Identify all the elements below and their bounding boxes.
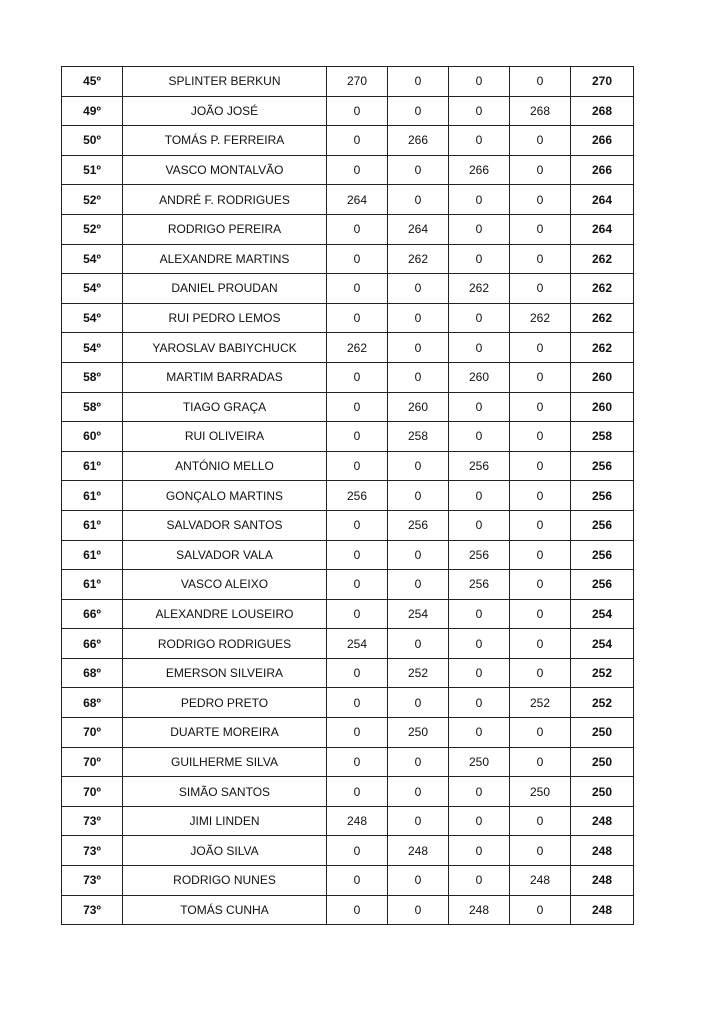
table-row xyxy=(62,362,634,392)
score-cell-4: 0 xyxy=(510,185,571,215)
total-cell: 256 xyxy=(571,451,634,481)
score-cell-1: 0 xyxy=(327,747,388,777)
player-name-cell: ALEXANDRE LOUSEIRO xyxy=(123,599,327,629)
total-cell: 248 xyxy=(571,806,634,836)
table-row xyxy=(62,570,634,600)
score-cell-4: 0 xyxy=(510,362,571,392)
score-cell-3: 250 xyxy=(449,747,510,777)
score-cell-3: 0 xyxy=(449,658,510,688)
score-cell-2: 0 xyxy=(388,185,449,215)
score-cell-1: 0 xyxy=(327,510,388,540)
player-name-cell: RODRIGO RODRIGUES xyxy=(123,629,327,659)
score-cell-2: 0 xyxy=(388,274,449,304)
table-row xyxy=(62,747,634,777)
score-cell-1: 0 xyxy=(327,126,388,156)
player-name-cell: JOÃO SILVA xyxy=(123,836,327,866)
table-row xyxy=(62,718,634,748)
score-cell-4: 0 xyxy=(510,806,571,836)
score-cell-2: 266 xyxy=(388,126,449,156)
player-name-cell: PEDRO PRETO xyxy=(123,688,327,718)
score-cell-2: 0 xyxy=(388,570,449,600)
player-name-cell: RODRIGO PEREIRA xyxy=(123,214,327,244)
player-name-cell: JOÃO JOSÉ xyxy=(123,96,327,126)
score-cell-4: 0 xyxy=(510,718,571,748)
position-cell: 60º xyxy=(62,422,123,452)
score-cell-4: 0 xyxy=(510,451,571,481)
score-cell-2: 248 xyxy=(388,836,449,866)
score-cell-3: 0 xyxy=(449,392,510,422)
score-cell-2: 0 xyxy=(388,67,449,97)
position-cell: 70º xyxy=(62,777,123,807)
score-cell-1: 0 xyxy=(327,866,388,896)
score-cell-4: 0 xyxy=(510,392,571,422)
score-cell-2: 262 xyxy=(388,244,449,274)
position-cell: 68º xyxy=(62,688,123,718)
table-row xyxy=(62,392,634,422)
score-cell-2: 0 xyxy=(388,451,449,481)
score-cell-1: 0 xyxy=(327,658,388,688)
score-cell-1: 0 xyxy=(327,688,388,718)
score-cell-4: 250 xyxy=(510,777,571,807)
score-cell-4: 0 xyxy=(510,747,571,777)
score-cell-3: 0 xyxy=(449,244,510,274)
table-row xyxy=(62,895,634,925)
score-cell-1: 0 xyxy=(327,836,388,866)
position-cell: 54º xyxy=(62,333,123,363)
score-cell-2: 252 xyxy=(388,658,449,688)
score-cell-2: 0 xyxy=(388,540,449,570)
position-cell: 45º xyxy=(62,67,123,97)
total-cell: 250 xyxy=(571,747,634,777)
score-cell-4: 262 xyxy=(510,303,571,333)
score-cell-4: 268 xyxy=(510,96,571,126)
total-cell: 270 xyxy=(571,67,634,97)
score-cell-2: 0 xyxy=(388,806,449,836)
position-cell: 66º xyxy=(62,599,123,629)
total-cell: 266 xyxy=(571,126,634,156)
player-name-cell: ALEXANDRE MARTINS xyxy=(123,244,327,274)
score-cell-4: 0 xyxy=(510,67,571,97)
position-cell: 49º xyxy=(62,96,123,126)
score-cell-3: 0 xyxy=(449,806,510,836)
total-cell: 254 xyxy=(571,599,634,629)
position-cell: 61º xyxy=(62,540,123,570)
total-cell: 262 xyxy=(571,244,634,274)
score-cell-1: 248 xyxy=(327,806,388,836)
total-cell: 266 xyxy=(571,155,634,185)
total-cell: 252 xyxy=(571,658,634,688)
player-name-cell: RUI PEDRO LEMOS xyxy=(123,303,327,333)
total-cell: 248 xyxy=(571,895,634,925)
position-cell: 54º xyxy=(62,244,123,274)
score-cell-3: 256 xyxy=(449,451,510,481)
score-cell-4: 0 xyxy=(510,274,571,304)
score-cell-2: 0 xyxy=(388,866,449,896)
score-cell-3: 0 xyxy=(449,422,510,452)
score-cell-3: 256 xyxy=(449,540,510,570)
score-cell-1: 256 xyxy=(327,481,388,511)
table-row xyxy=(62,214,634,244)
score-cell-3: 0 xyxy=(449,126,510,156)
score-cell-1: 0 xyxy=(327,718,388,748)
total-cell: 256 xyxy=(571,570,634,600)
score-cell-2: 264 xyxy=(388,214,449,244)
total-cell: 264 xyxy=(571,185,634,215)
score-cell-2: 250 xyxy=(388,718,449,748)
position-cell: 61º xyxy=(62,481,123,511)
score-cell-3: 0 xyxy=(449,599,510,629)
score-cell-2: 260 xyxy=(388,392,449,422)
score-cell-3: 0 xyxy=(449,214,510,244)
total-cell: 260 xyxy=(571,362,634,392)
score-cell-3: 0 xyxy=(449,510,510,540)
total-cell: 260 xyxy=(571,392,634,422)
score-cell-1: 0 xyxy=(327,777,388,807)
player-name-cell: ANDRÉ F. RODRIGUES xyxy=(123,185,327,215)
position-cell: 52º xyxy=(62,185,123,215)
position-cell: 70º xyxy=(62,747,123,777)
score-cell-3: 0 xyxy=(449,67,510,97)
player-name-cell: DANIEL PROUDAN xyxy=(123,274,327,304)
score-cell-1: 0 xyxy=(327,96,388,126)
score-cell-1: 0 xyxy=(327,540,388,570)
player-name-cell: GONÇALO MARTINS xyxy=(123,481,327,511)
table-row xyxy=(62,629,634,659)
position-cell: 66º xyxy=(62,629,123,659)
total-cell: 250 xyxy=(571,777,634,807)
total-cell: 256 xyxy=(571,540,634,570)
position-cell: 61º xyxy=(62,510,123,540)
score-cell-4: 0 xyxy=(510,540,571,570)
score-cell-4: 0 xyxy=(510,214,571,244)
score-cell-1: 0 xyxy=(327,599,388,629)
position-cell: 58º xyxy=(62,392,123,422)
player-name-cell: RUI OLIVEIRA xyxy=(123,422,327,452)
position-cell: 73º xyxy=(62,895,123,925)
score-cell-1: 0 xyxy=(327,214,388,244)
player-name-cell: MARTIM BARRADAS xyxy=(123,362,327,392)
score-cell-4: 0 xyxy=(510,333,571,363)
total-cell: 262 xyxy=(571,333,634,363)
score-cell-2: 0 xyxy=(388,362,449,392)
player-name-cell: ANTÓNIO MELLO xyxy=(123,451,327,481)
score-cell-1: 0 xyxy=(327,155,388,185)
score-cell-1: 0 xyxy=(327,274,388,304)
score-cell-4: 0 xyxy=(510,599,571,629)
total-cell: 248 xyxy=(571,836,634,866)
player-name-cell: YAROSLAV BABIYCHUCK xyxy=(123,333,327,363)
score-cell-4: 0 xyxy=(510,629,571,659)
player-name-cell: GUILHERME SILVA xyxy=(123,747,327,777)
table-row xyxy=(62,777,634,807)
score-cell-3: 0 xyxy=(449,333,510,363)
score-cell-3: 0 xyxy=(449,629,510,659)
position-cell: 73º xyxy=(62,836,123,866)
score-cell-4: 0 xyxy=(510,244,571,274)
ranking-table-body xyxy=(62,67,634,925)
table-row xyxy=(62,599,634,629)
position-cell: 54º xyxy=(62,303,123,333)
score-cell-1: 0 xyxy=(327,362,388,392)
ranking-table xyxy=(61,66,634,925)
table-row xyxy=(62,244,634,274)
position-cell: 68º xyxy=(62,658,123,688)
score-cell-2: 0 xyxy=(388,481,449,511)
player-name-cell: RODRIGO NUNES xyxy=(123,866,327,896)
position-cell: 58º xyxy=(62,362,123,392)
score-cell-3: 256 xyxy=(449,570,510,600)
table-row xyxy=(62,806,634,836)
score-cell-2: 256 xyxy=(388,510,449,540)
table-row xyxy=(62,303,634,333)
position-cell: 51º xyxy=(62,155,123,185)
score-cell-3: 0 xyxy=(449,866,510,896)
score-cell-2: 0 xyxy=(388,96,449,126)
position-cell: 61º xyxy=(62,451,123,481)
total-cell: 256 xyxy=(571,481,634,511)
table-row xyxy=(62,126,634,156)
score-cell-2: 0 xyxy=(388,629,449,659)
score-cell-2: 254 xyxy=(388,599,449,629)
score-cell-1: 270 xyxy=(327,67,388,97)
score-cell-1: 0 xyxy=(327,570,388,600)
table-row xyxy=(62,540,634,570)
score-cell-3: 0 xyxy=(449,303,510,333)
score-cell-2: 258 xyxy=(388,422,449,452)
score-cell-3: 0 xyxy=(449,836,510,866)
player-name-cell: TOMÁS CUNHA xyxy=(123,895,327,925)
player-name-cell: EMERSON SILVEIRA xyxy=(123,658,327,688)
score-cell-4: 0 xyxy=(510,510,571,540)
score-cell-2: 0 xyxy=(388,333,449,363)
position-cell: 70º xyxy=(62,718,123,748)
score-cell-4: 248 xyxy=(510,866,571,896)
table-row xyxy=(62,274,634,304)
score-cell-1: 262 xyxy=(327,333,388,363)
score-cell-2: 0 xyxy=(388,155,449,185)
table-row xyxy=(62,866,634,896)
score-cell-3: 0 xyxy=(449,185,510,215)
score-cell-4: 0 xyxy=(510,570,571,600)
score-cell-4: 0 xyxy=(510,481,571,511)
score-cell-1: 0 xyxy=(327,422,388,452)
total-cell: 262 xyxy=(571,274,634,304)
score-cell-2: 0 xyxy=(388,303,449,333)
player-name-cell: JIMI LINDEN xyxy=(123,806,327,836)
score-cell-2: 0 xyxy=(388,747,449,777)
score-cell-1: 0 xyxy=(327,303,388,333)
player-name-cell: SALVADOR SANTOS xyxy=(123,510,327,540)
score-cell-3: 0 xyxy=(449,718,510,748)
total-cell: 250 xyxy=(571,718,634,748)
position-cell: 50º xyxy=(62,126,123,156)
total-cell: 248 xyxy=(571,866,634,896)
table-row xyxy=(62,451,634,481)
position-cell: 61º xyxy=(62,570,123,600)
table-row xyxy=(62,185,634,215)
table-row xyxy=(62,688,634,718)
position-cell: 54º xyxy=(62,274,123,304)
total-cell: 256 xyxy=(571,510,634,540)
total-cell: 258 xyxy=(571,422,634,452)
score-cell-1: 0 xyxy=(327,895,388,925)
score-cell-4: 252 xyxy=(510,688,571,718)
table-row xyxy=(62,510,634,540)
score-cell-1: 254 xyxy=(327,629,388,659)
player-name-cell: VASCO ALEIXO xyxy=(123,570,327,600)
score-cell-3: 266 xyxy=(449,155,510,185)
score-cell-3: 0 xyxy=(449,688,510,718)
player-name-cell: TIAGO GRAÇA xyxy=(123,392,327,422)
score-cell-4: 0 xyxy=(510,126,571,156)
score-cell-4: 0 xyxy=(510,836,571,866)
score-cell-1: 0 xyxy=(327,392,388,422)
score-cell-4: 0 xyxy=(510,658,571,688)
score-cell-4: 0 xyxy=(510,155,571,185)
score-cell-3: 0 xyxy=(449,777,510,807)
score-cell-3: 0 xyxy=(449,96,510,126)
player-name-cell: SALVADOR VALA xyxy=(123,540,327,570)
player-name-cell: SIMÃO SANTOS xyxy=(123,777,327,807)
total-cell: 254 xyxy=(571,629,634,659)
position-cell: 52º xyxy=(62,214,123,244)
score-cell-4: 0 xyxy=(510,422,571,452)
score-cell-3: 262 xyxy=(449,274,510,304)
total-cell: 268 xyxy=(571,96,634,126)
player-name-cell: SPLINTER BERKUN xyxy=(123,67,327,97)
score-cell-3: 260 xyxy=(449,362,510,392)
score-cell-1: 264 xyxy=(327,185,388,215)
table-row xyxy=(62,96,634,126)
table-row xyxy=(62,481,634,511)
position-cell: 73º xyxy=(62,866,123,896)
score-cell-1: 0 xyxy=(327,244,388,274)
score-cell-4: 0 xyxy=(510,895,571,925)
table-row xyxy=(62,155,634,185)
score-cell-1: 0 xyxy=(327,451,388,481)
total-cell: 262 xyxy=(571,303,634,333)
table-row xyxy=(62,658,634,688)
score-cell-2: 0 xyxy=(388,688,449,718)
player-name-cell: VASCO MONTALVÃO xyxy=(123,155,327,185)
total-cell: 252 xyxy=(571,688,634,718)
player-name-cell: DUARTE MOREIRA xyxy=(123,718,327,748)
score-cell-3: 0 xyxy=(449,481,510,511)
score-cell-2: 0 xyxy=(388,895,449,925)
table-row xyxy=(62,836,634,866)
table-row xyxy=(62,333,634,363)
score-cell-2: 0 xyxy=(388,777,449,807)
player-name-cell: TOMÁS P. FERREIRA xyxy=(123,126,327,156)
score-cell-3: 248 xyxy=(449,895,510,925)
table-row xyxy=(62,422,634,452)
position-cell: 73º xyxy=(62,806,123,836)
table-row xyxy=(62,67,634,97)
total-cell: 264 xyxy=(571,214,634,244)
